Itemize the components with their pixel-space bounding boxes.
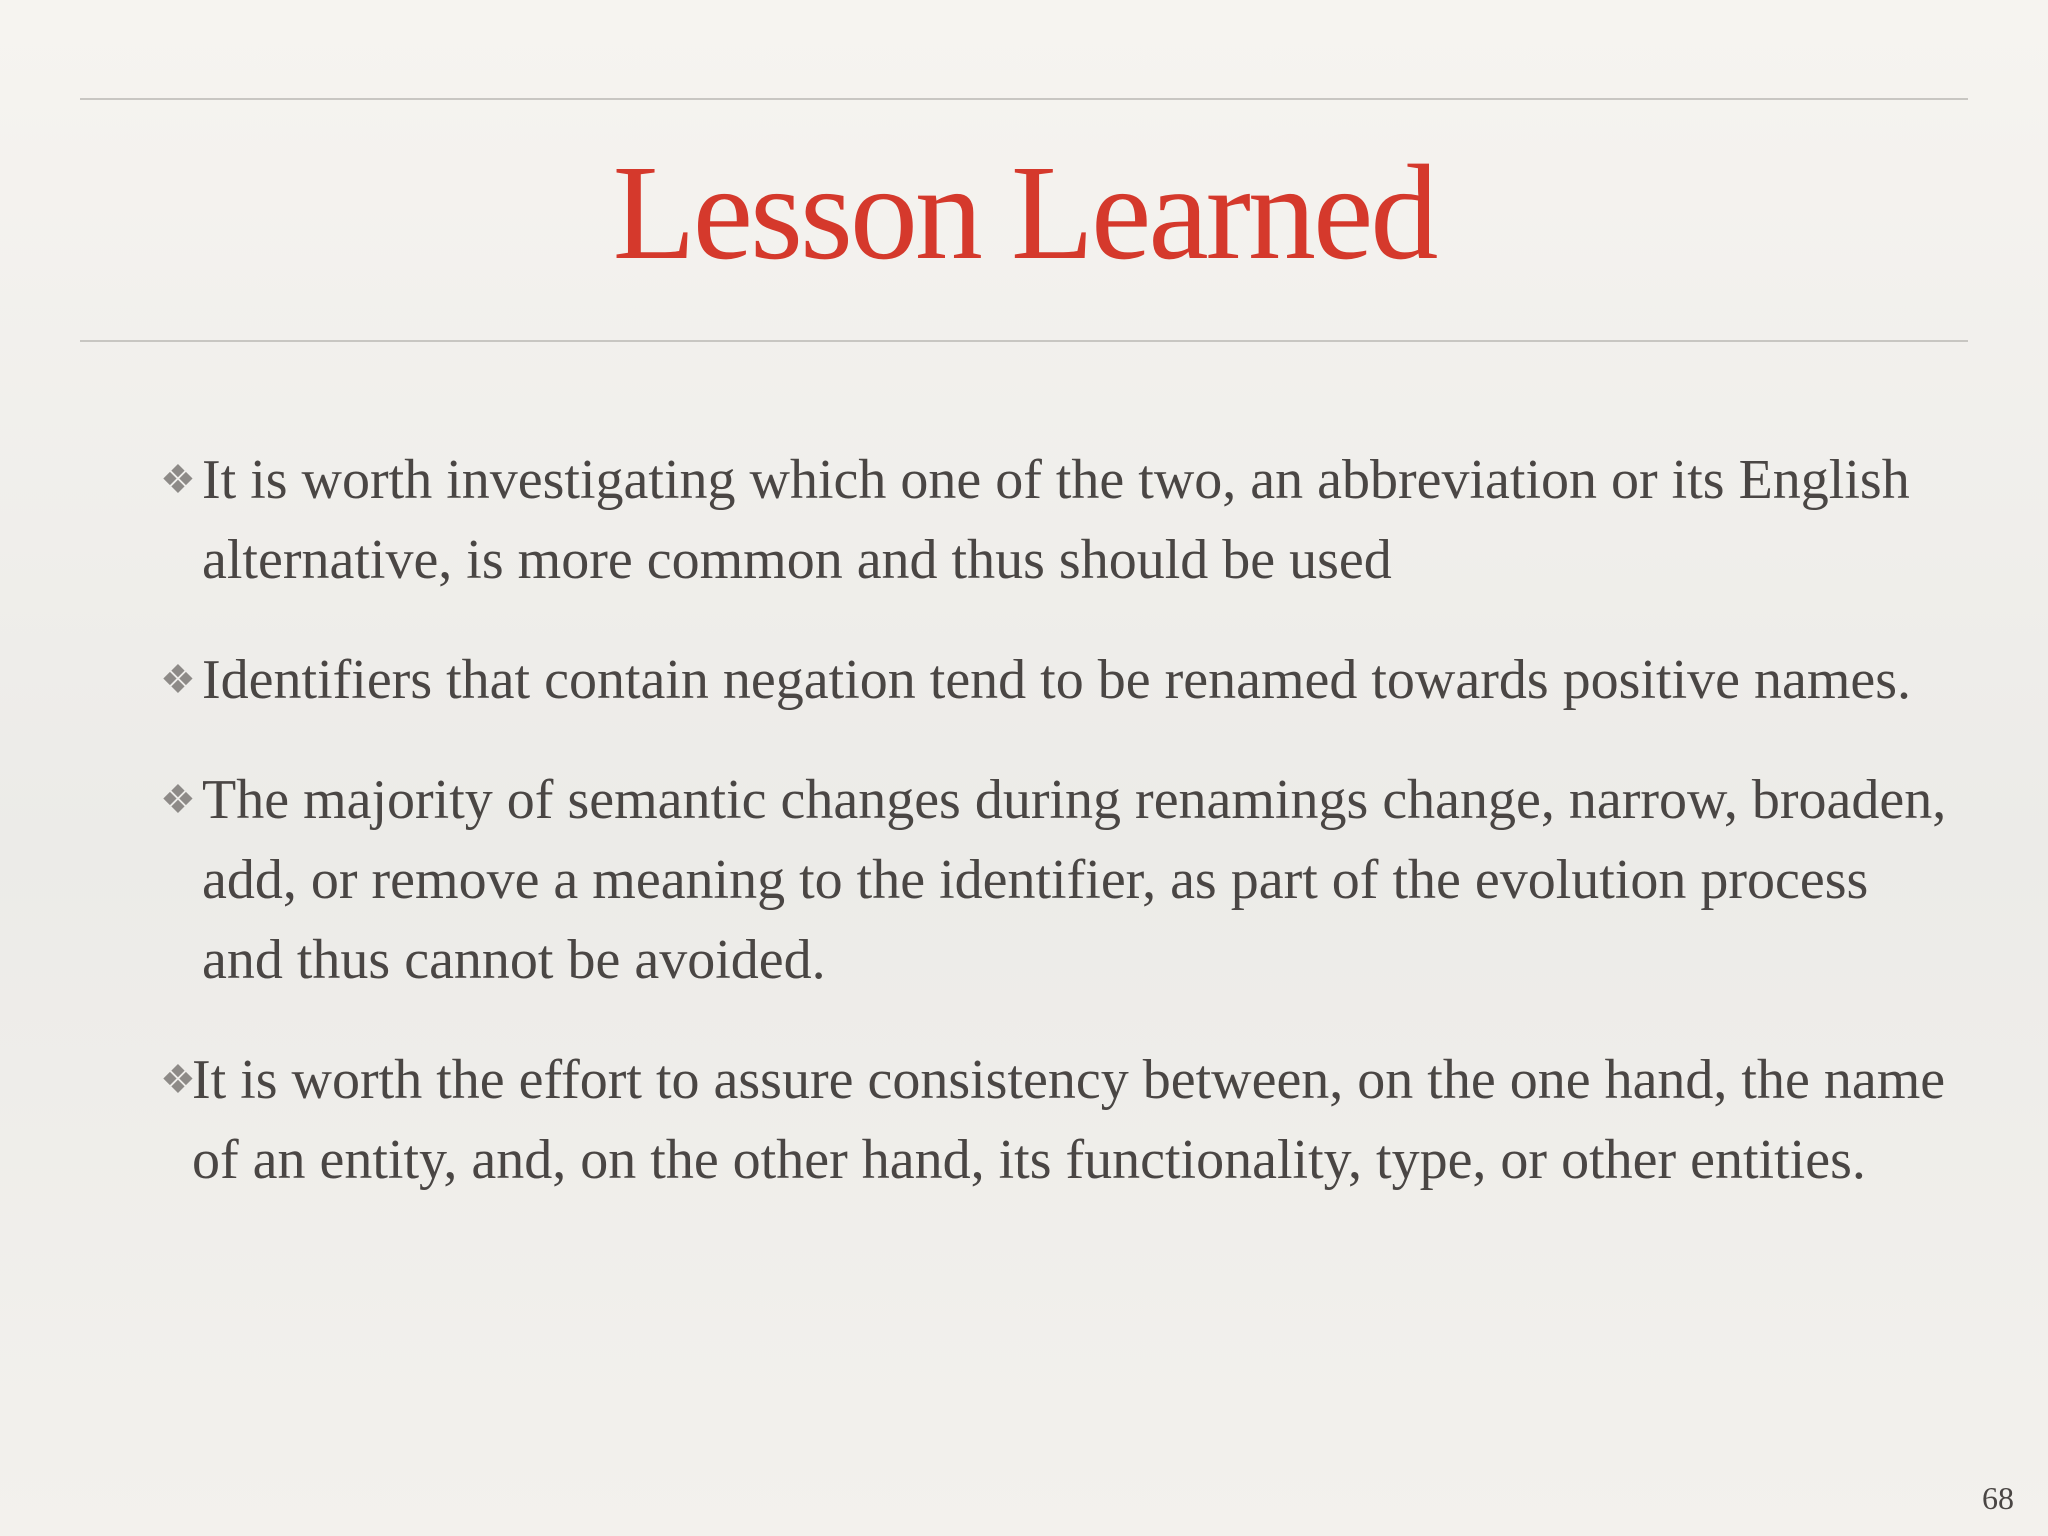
diamond-bullet-icon: ❖ <box>160 457 196 502</box>
bullet-list <box>160 440 1960 1240</box>
title-divider <box>80 340 1968 342</box>
bullet-text: The majority of semantic changes during renamings change, narrow, broaden, add, or remove a meaning to the identifier, as part of the evolution process and thus cannot be avoided. <box>202 769 1947 991</box>
page-number: 68 <box>1982 1480 2014 1516</box>
slide-title: Lesson Learned <box>612 138 1436 288</box>
diamond-bullet-icon: ❖ <box>160 777 196 822</box>
bullet-item <box>160 760 1960 1000</box>
diamond-bullet-icon: ❖ <box>160 657 196 702</box>
bullet-text: It is worth the effort to assure consistency between, on the one hand, the name of an entity, and, on the other hand, its functionality, type, or other entities. <box>192 1049 1946 1191</box>
bullet-text: It is worth investigating which one of the two, an abbreviation or its English alternative, is more common and thus should be used <box>202 449 1910 591</box>
bullet-text: Identifiers that contain negation tend to be renamed towards positive names. <box>202 649 1912 711</box>
bullet-item <box>160 440 1960 600</box>
bullet-item <box>160 640 1960 720</box>
diamond-bullet-icon: ❖ <box>160 1057 196 1102</box>
top-divider <box>80 98 1968 100</box>
bullet-item <box>160 1040 1960 1200</box>
